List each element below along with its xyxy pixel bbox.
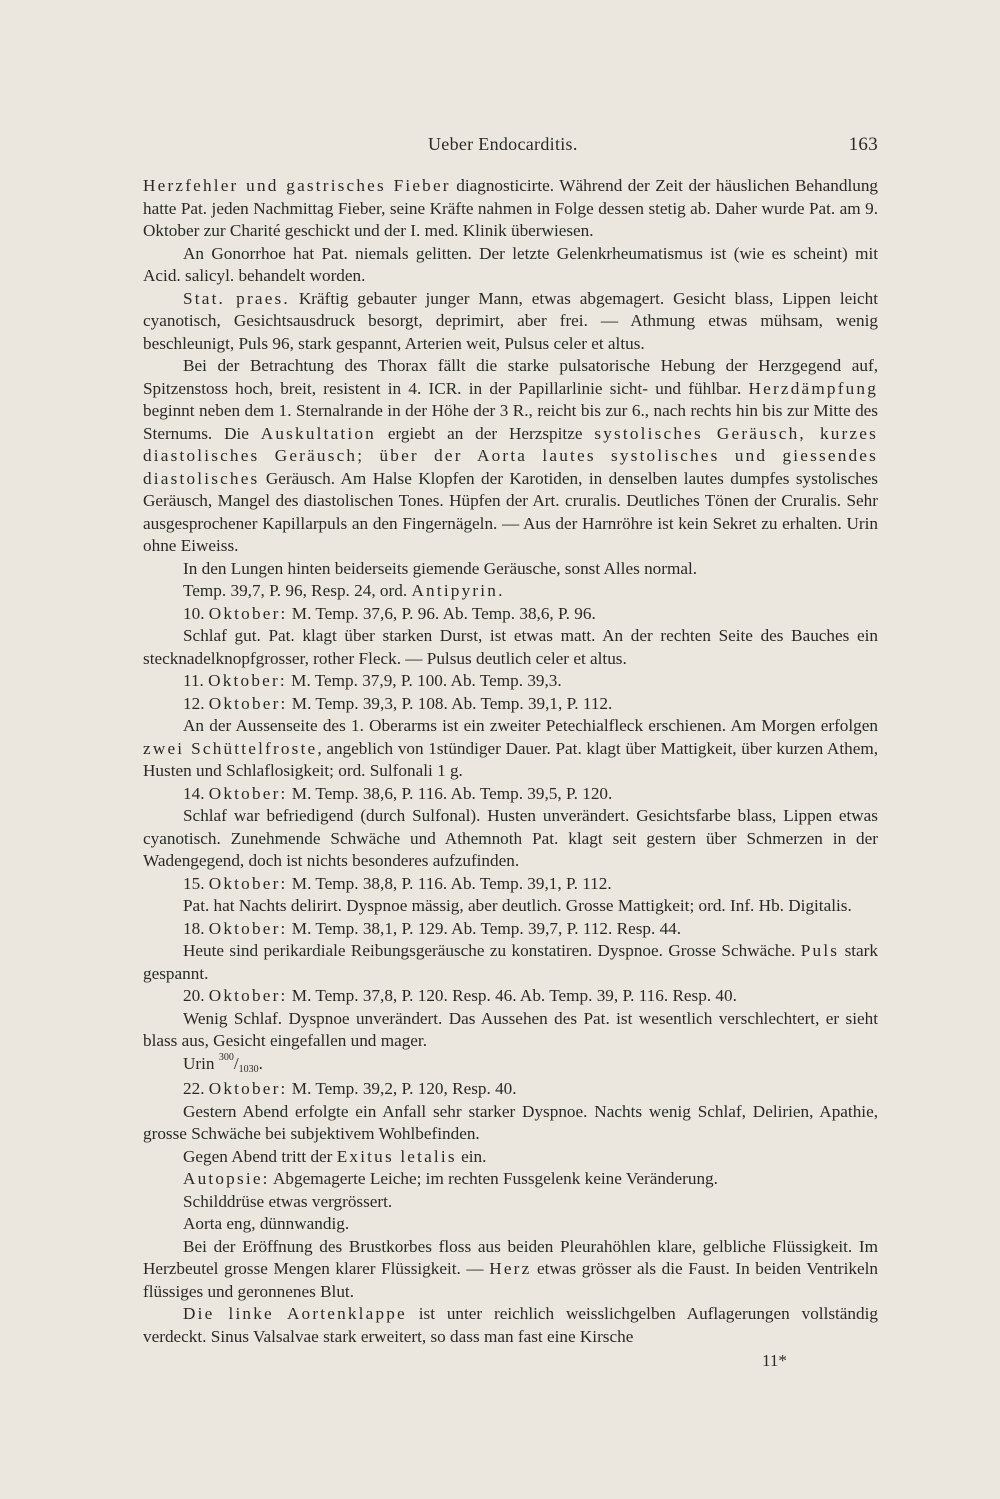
text-run: Schilddrüse etwas vergrössert. (183, 1191, 393, 1211)
paragraph (143, 558, 878, 581)
text-run: M. Temp. 38,6, P. 116. Ab. Temp. 39,5, P. 120. (287, 783, 613, 803)
spaced-emphasis-text: Exitus letalis (336, 1146, 457, 1166)
text-run: 15. (183, 873, 209, 893)
text-run: Urin (183, 1053, 219, 1073)
paragraph (143, 1146, 878, 1169)
paragraph (143, 1168, 878, 1191)
paragraph (143, 625, 878, 670)
text-run: / (233, 1053, 239, 1073)
paragraph (143, 1008, 878, 1053)
text-run: Schlaf gut. Pat. klagt über starken Durst, ist etwas matt. An der rechten Seite des Bauches ein stecknadelknopfgrosser, rother Fleck. — Pulsus deutlich celer et altus. (143, 626, 878, 668)
paragraph (143, 1303, 878, 1348)
text-run: An der Aussenseite des 1. Oberarms ist ein zweiter Petechialfleck erschienen. Am Morgen erfolgen (183, 716, 878, 735)
text-run: Heute sind perikardiale Reibungsgeräusche zu konstatiren. Dyspnoe. Grosse Schwäche. (183, 941, 801, 960)
spaced-emphasis-text: zwei Schüttelfroste (143, 738, 318, 758)
page-number: 163 (848, 134, 878, 155)
text-run: diagnosticirte. Während der Zeit der häuslichen Behandlung hatte Pat. jeden Nachmittag Fieber, seine Kräfte nahmen in Folge dessen stetig ab. Daher wurde Pat. am 9. Oktober zur Charité geschickt und der I. med. Klinik überwiesen. (143, 176, 879, 240)
text-run: 1030 (238, 1063, 259, 1075)
text-run: M. Temp. 39,3, P. 108. Ab. Temp. 39,1, P. 112. (287, 693, 613, 713)
text-run: ist unter reichlich weisslichgelben Auflagerungen vollständig verdeckt. Sinus Valsalvae stark erweitert, so dass man fast eine Kirsche (143, 1304, 878, 1346)
spaced-emphasis-text: Antipyrin. (411, 581, 505, 600)
text-run: Geräusch. Am Halse Klopfen der Karotiden, in denselben lautes dumpfes systolisches Geräusch, Mangel des diastolischen Tones. Hüpfen der Art. cruralis. Deutliches Tönen der Cruralis. Sehr ausgesprochener Kapillarpuls an den Fingernägeln. — Aus der Harnröhre ist kein Sekret zu erhalten. Urin ohne Eiweiss. (143, 468, 878, 555)
paragraph (143, 940, 878, 985)
spaced-emphasis-text: Herz (489, 1259, 532, 1278)
paragraph (143, 693, 878, 716)
paragraph (143, 1053, 878, 1079)
paragraph (143, 355, 878, 558)
spaced-emphasis-text: Oktober: (208, 873, 288, 893)
paragraph (143, 288, 878, 356)
spaced-emphasis-text: Die linke Aortenklappe (183, 1304, 407, 1323)
text-run: Kräftig gebauter junger Mann, etwas abgemagert. Gesicht blass, Lippen leicht cyanotisch, Gesichtsausdruck besorgt, deprimirt, aber frei. — Athmung etwas mühsam, wenig beschleunigt, Puls 96, stark gespannt, Arterien weit, Pulsus celer et altus. (143, 288, 879, 353)
spaced-emphasis-text: Auskultation (260, 423, 376, 443)
paragraph (143, 1101, 878, 1146)
paragraph (143, 670, 878, 693)
spaced-emphasis-text: Herzfehler und gastrisches Fieber (143, 176, 451, 195)
text-run: Temp. 39,7, P. 96, Resp. 24, ord. (183, 581, 412, 600)
text-run: ein. (456, 1146, 487, 1166)
text-run: Bei der Eröffnung des Brustkorbes floss aus beiden Pleurahöhlen klare, gelbliche Flüssigkeit. Im Herzbeutel grosse Mengen klarer Flüssigkeit. — (143, 1236, 878, 1278)
running-title: Ueber Endocarditis. (428, 134, 578, 154)
page-header (143, 128, 878, 154)
text-run: Gestern Abend erfolgte ein Anfall sehr starker Dyspnoe. Nachts wenig Schlaf, Delirien, Apathie, grosse Schwäche bei subjektivem Wohlbefinden. (143, 1101, 878, 1143)
paragraph (143, 175, 878, 243)
signature-mark: 11* (762, 1351, 787, 1370)
text-run: M. Temp. 37,8, P. 120. Resp. 46. Ab. Temp. 39, P. 116. Resp. 40. (287, 986, 737, 1005)
spaced-emphasis-text: Oktober: (208, 671, 287, 690)
text-run: Pat. hat Nachts delirirt. Dyspnoe mässig, aber deutlich. Grosse Mattigkeit; ord. Inf. Hb. Digitalis. (183, 896, 852, 915)
text-run: beginnt neben dem 1. Sternalrande in der Höhe der 3 R., reicht bis zur 6., nach rechts hin bis zur Mitte des Sternums. Die (143, 401, 878, 443)
paragraph (143, 895, 878, 918)
paragraph (143, 1078, 878, 1101)
text-run: M. Temp. 37,6, P. 96. Ab. Temp. 38,6, P. 96. (287, 603, 596, 623)
paragraph (143, 1236, 878, 1304)
spaced-emphasis-text: Oktober: (208, 1079, 288, 1098)
paragraph (143, 580, 878, 603)
text-run: Gegen Abend tritt der (183, 1146, 337, 1166)
text-run: 22. (183, 1079, 209, 1098)
text-run: M. Temp. 39,2, P. 120, Resp. 40. (287, 1079, 517, 1098)
paragraph (143, 1213, 878, 1236)
text-run: 10. (183, 603, 209, 623)
text-run: , angeblich von 1stündiger Dauer. Pat. klagt über Mattigkeit, über kurzen Athem, Husten und Schlaflosigkeit; ord. Sulfonali 1 g. (143, 738, 878, 780)
paragraph (143, 715, 878, 783)
text-run: stark gespannt. (143, 941, 878, 983)
text-run: M. Temp. 38,1, P. 129. Ab. Temp. 39,7, P. 112. Resp. 44. (287, 918, 682, 938)
paragraph (143, 918, 878, 941)
spaced-emphasis-text: Oktober: (208, 986, 288, 1005)
text-run: Wenig Schlaf. Dyspnoe unverändert. Das Aussehen des Pat. ist wesentlich verschlechtert, er sieht blass aus, Gesicht eingefallen und mager. (143, 1008, 878, 1050)
text-run: 11. (183, 671, 209, 690)
paragraph (143, 783, 878, 806)
text-run: M. Temp. 37,9, P. 100. Ab. Temp. 39,3. (286, 671, 562, 690)
spaced-emphasis-text: Oktober: (208, 783, 288, 803)
text-run: 18. (183, 918, 209, 938)
paragraph (143, 1191, 878, 1214)
paragraph (143, 873, 878, 896)
text-run: etwas grösser als die Faust. In beiden Ventrikeln flüssiges und geronnenes Blut. (143, 1259, 878, 1301)
text-run: ergiebt an der Herzspitze (375, 423, 595, 443)
text-run: Abgemagerte Leiche; im rechten Fussgelenk keine Veränderung. (269, 1169, 718, 1188)
text-run: 20. (183, 986, 209, 1005)
text-run: 12. (183, 693, 209, 713)
spaced-emphasis-text: Oktober: (208, 918, 288, 938)
spaced-emphasis-text: Herzdämpfung (748, 378, 878, 398)
text-run: 300 (218, 1051, 234, 1063)
spaced-emphasis-text: Puls (800, 941, 840, 960)
paragraph (143, 985, 878, 1008)
text-run: Bei der Betrachtung des Thorax fällt die starke pulsatorische Hebung der Herzgegend auf, Spitzenstoss hoch, breit, resistent in 4. ICR. in der Papillarlinie sicht- und fühlbar. (143, 356, 878, 398)
text-run: Aorta eng, dünnwandig. (183, 1214, 350, 1233)
text-run: Schlaf war befriedigend (durch Sulfonal). Husten unverändert. Gesichtsfarbe blass, Lippen etwas cyanotisch. Zunehmende Schwäche und Athemnoth Pat. klagt seit gestern über Schmerzen in der Wadengegend, doch ist nichts besonderes aufzufinden. (143, 806, 878, 870)
text-run: In den Lungen hinten beiderseits giemende Geräusche, sonst Alles normal. (183, 558, 698, 578)
paragraph (143, 603, 878, 626)
text-run: . (258, 1053, 263, 1073)
spaced-emphasis-text: Oktober: (208, 603, 288, 623)
paragraph (143, 805, 878, 873)
paragraph (143, 243, 878, 288)
text-run: An Gonorrhoe hat Pat. niemals gelitten. Der letzte Gelenkrheumatismus ist (wie es scheint) mit Acid. salicyl. behandelt worden. (143, 243, 878, 285)
spaced-emphasis-text: Stat. praes. (183, 288, 290, 308)
spaced-emphasis-text: Autopsie: (183, 1169, 270, 1188)
text-run: 14. (183, 783, 209, 803)
spaced-emphasis-text: systolisches Geräusch, kurzes diastolisches Geräusch; über der Aorta lautes systolisches und giessendes diastolisches (143, 423, 878, 488)
spaced-emphasis-text: Oktober: (208, 693, 288, 713)
text-run: M. Temp. 38,8, P. 116. Ab. Temp. 39,1, P. 112. (287, 873, 612, 893)
body-text (143, 175, 878, 1348)
